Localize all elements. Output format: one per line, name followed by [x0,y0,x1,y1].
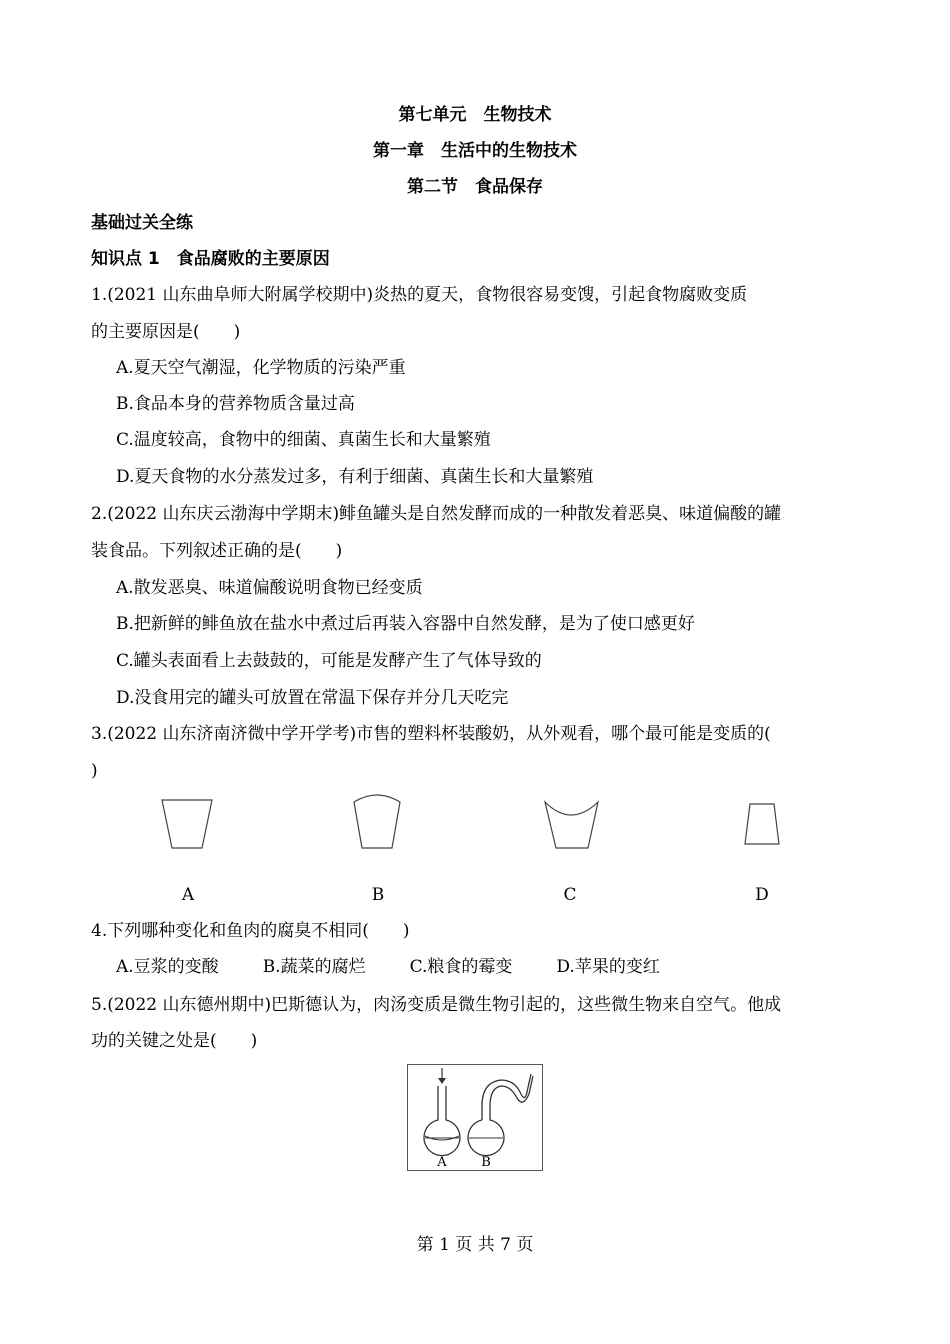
q4-option-c: C.粮食的霉变 [409,957,513,977]
q1-option-d: D.夏天食物的水分蒸发过多，有利于细菌、真菌生长和大量繁殖 [116,467,594,487]
page-footer: 第 1 页 共 7 页 [416,1235,534,1255]
q3-stem-line1: 3.(2022 山东济南济微中学开学考)市售的塑料杯装酸奶，从外观看，哪个最可能是变质的( [91,724,771,744]
cup-a-label: A [181,885,195,905]
q4-stem: 4.下列哪种变化和鱼肉的腐臭不相同( ) [91,921,410,941]
q1-option-b: B.食品本身的营养物质含量过高 [116,394,355,414]
flask-b-label: B [481,1155,491,1170]
q4-option-a: A.豆浆的变酸 [116,957,219,977]
cup-c-label: C [563,885,577,905]
unit-title: 第七单元 生物技术 [398,105,552,125]
exercise-heading: 基础过关全练 [91,213,193,233]
q2-option-b: B.把新鲜的鲱鱼放在盐水中煮过后再装入容器中自然发酵，是为了使口感更好 [116,614,695,634]
q4-option-d: D.苹果的变红 [556,957,660,977]
q2-option-a: A.散发恶臭、味道偏酸说明食物已经变质 [116,578,423,598]
q2-option-d: D.没食用完的罐头可放置在常温下保存并分几天吃完 [116,688,509,708]
section-title: 第二节 食品保存 [407,177,543,197]
q1-stem-line2: 的主要原因是( ) [91,322,241,342]
cup-a-figure [160,796,216,852]
q1-option-c: C.温度较高，食物中的细菌、真菌生长和大量繁殖 [116,430,491,450]
q1-stem-line1: 1.(2021 山东曲阜师大附属学校期中)炎热的夏天，食物很容易变馊，引起食物腐败变质 [91,285,748,305]
q5-stem-line1: 5.(2022 山东德州期中)巴斯德认为，肉汤变质是微生物引起的，这些微生物来自空气。他成 [91,995,782,1015]
cup-b-figure [350,792,406,852]
q2-stem-line1: 2.(2022 山东庆云渤海中学期末)鲱鱼罐头是自然发酵而成的一种散发着恶臭、味道偏酸的罐 [91,504,782,524]
q4-option-b: B.蔬菜的腐烂 [262,957,366,977]
flask-a-label: A [437,1155,447,1170]
knowledge-point-heading: 知识点 1 食品腐败的主要原因 [91,249,330,269]
cup-c-figure [542,798,602,854]
cup-d-label: D [755,885,769,905]
q5-stem-line2: 功的关键之处是( ) [91,1031,258,1051]
chapter-title: 第一章 生活中的生物技术 [373,141,577,161]
q2-stem-line2: 装食品。下列叙述正确的是( ) [91,541,343,561]
cup-d-figure [742,802,782,848]
q1-option-a: A.夏天空气潮湿，化学物质的污染严重 [116,358,406,378]
q2-option-c: C.罐头表面看上去鼓鼓的，可能是发酵产生了气体导致的 [116,651,542,671]
cup-b-label: B [371,885,385,905]
q3-stem-line2: ) [91,761,98,781]
q4-options-row [116,956,704,978]
